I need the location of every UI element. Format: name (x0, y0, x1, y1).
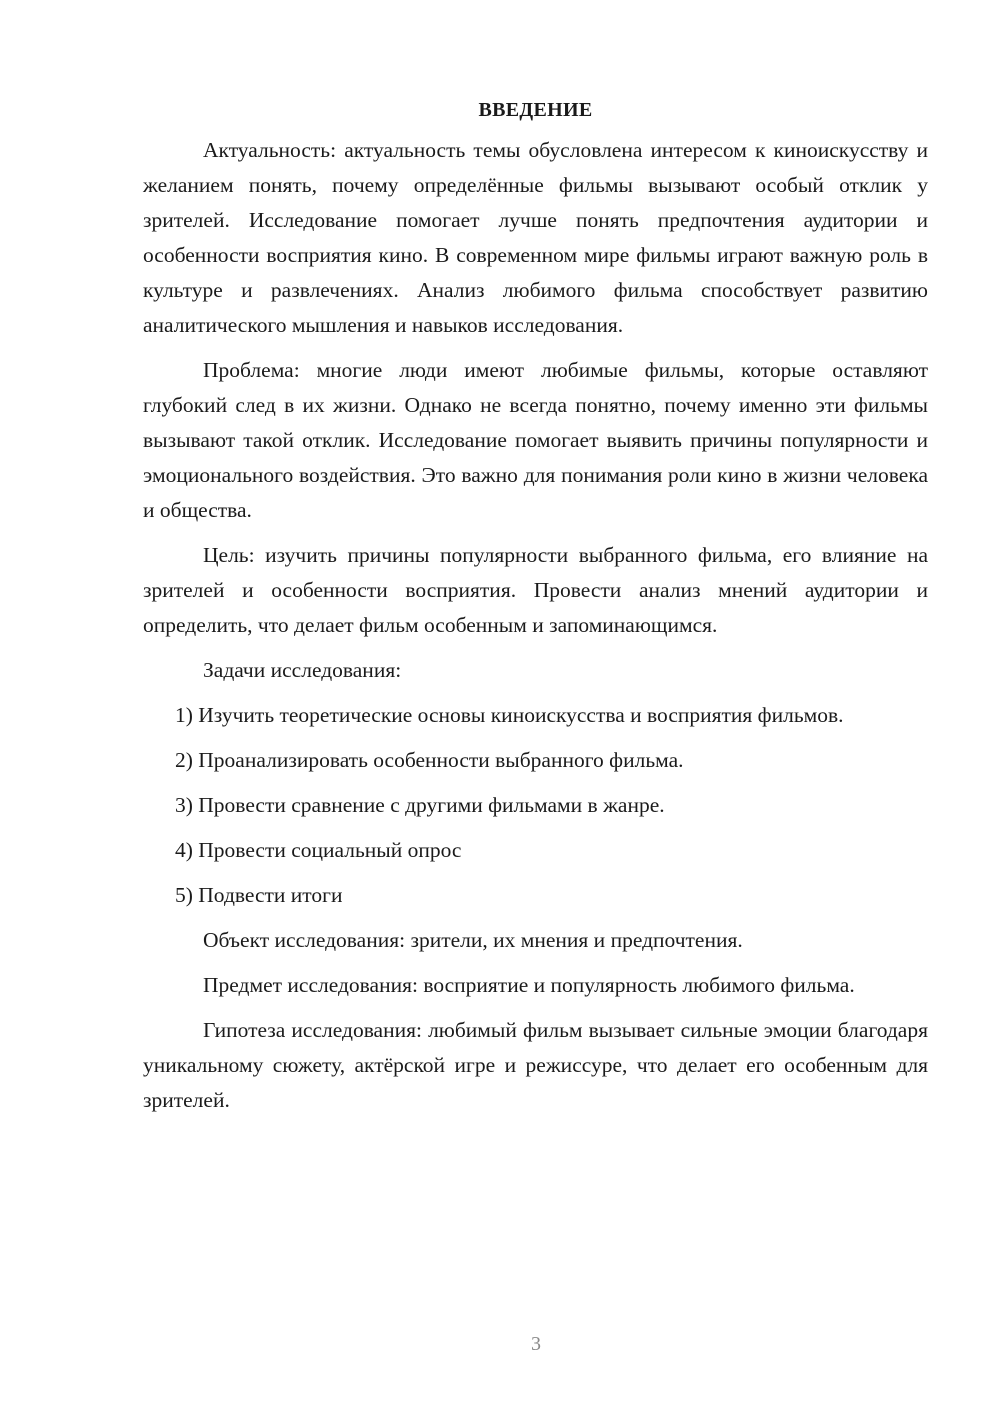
task-item-1: 1) Изучить теоретические основы киноискусства и восприятия фильмов. (175, 703, 844, 727)
paragraph-hypothesis: Гипотеза исследования: любимый фильм вызывает сильные эмоции благодаря уникальному сюжету, актёрской игре и режиссуре, что делает его особенным для зрителей. (143, 1018, 928, 1112)
paragraph-subject: Предмет исследования: восприятие и популярность любимого фильма. (203, 973, 855, 997)
tasks-heading: Задачи исследования: (203, 658, 402, 682)
task-item-5: 5) Подвести итоги (175, 883, 343, 907)
task-item-4: 4) Провести социальный опрос (175, 838, 462, 862)
page-content (143, 93, 928, 1128)
paragraph-object: Объект исследования: зрители, их мнения и предпочтения. (203, 928, 743, 952)
paragraph-goal: Цель: изучить причины популярности выбранного фильма, его влияние на зрителей и особенности восприятия. Провести анализ мнений аудитории и определить, что делает фильм особенным и запоминающимся. (143, 543, 928, 637)
task-item-3: 3) Провести сравнение с другими фильмами в жанре. (175, 793, 665, 817)
paragraph-relevance: Актуальность: актуальность темы обусловлена интересом к киноискусству и желанием понять, почему определённые фильмы вызывают особый отклик у зрителей. Исследование помогает лучше понять предпочтения аудитории и особенности восприятия кино. В современном мире фильмы играют важную роль в культуре и развлечениях. Анализ любимого фильма способствует развитию аналитического мышления и навыков исследования. (143, 138, 928, 337)
section-title: ВВЕДЕНИЕ (478, 99, 593, 121)
paragraph-problem: Проблема: многие люди имеют любимые фильмы, которые оставляют глубокий след в их жизни. Однако не всегда понятно, почему именно эти фильмы вызывают такой отклик. Исследование помогает выявить причины популярности и эмоционального воздействия. Это важно для понимания роли кино в жизни человека и общества. (143, 358, 928, 522)
page-number: 3 (531, 1333, 541, 1355)
task-item-2: 2) Проанализировать особенности выбранного фильма. (175, 748, 684, 772)
